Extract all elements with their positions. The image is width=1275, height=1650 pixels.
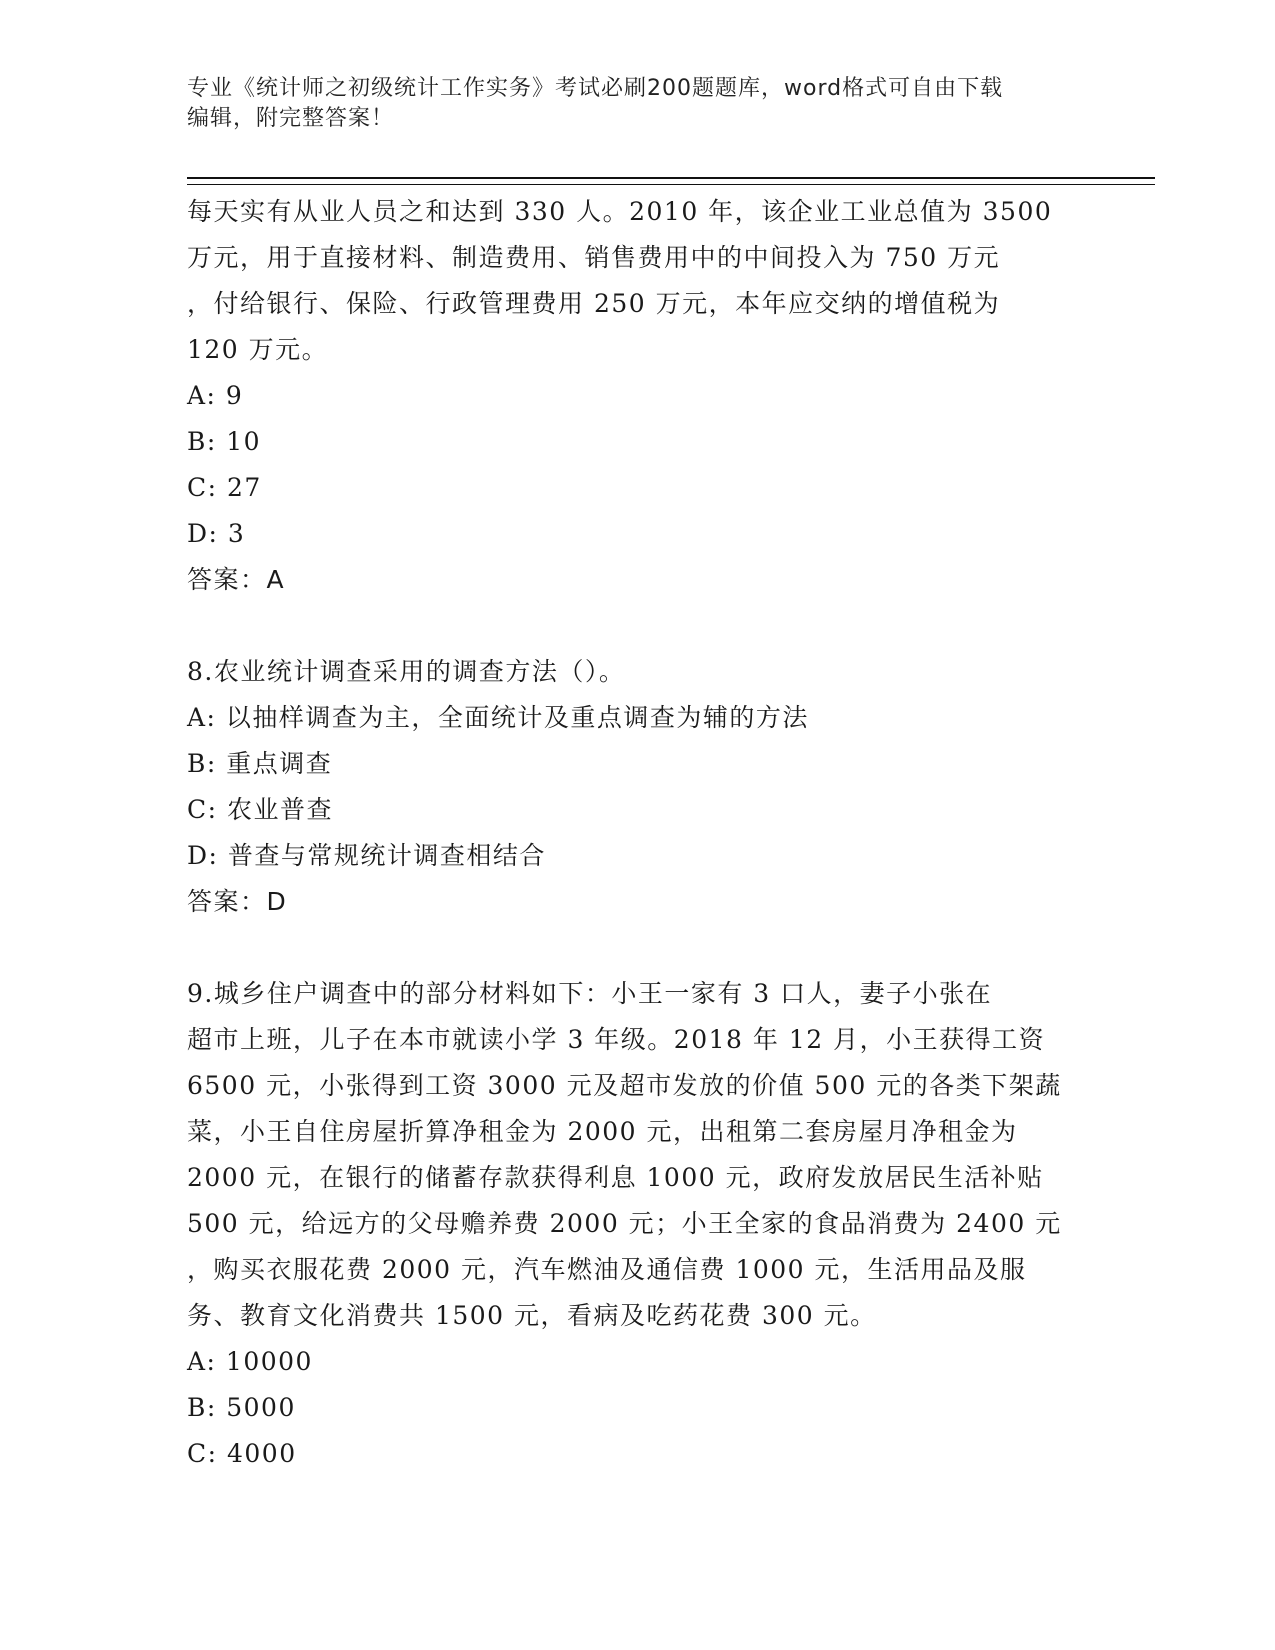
- option-c: C: 27: [187, 473, 262, 502]
- question-stem-line: ，购买衣服花费 2000 元，汽车燃油及通信费 1000 元，生活用品及服: [187, 1255, 1027, 1284]
- option-b: B: 重点调查: [187, 749, 333, 778]
- question-stem-line: 6500 元，小张得到工资 3000 元及超市发放的价值 500 元的各类下架蔬: [187, 1071, 1062, 1100]
- answer: 答案：A: [187, 565, 286, 594]
- spacer: [187, 925, 1087, 971]
- spacer: [187, 603, 1087, 649]
- question-7: [187, 189, 1087, 603]
- question-stem-line: 120 万元。: [187, 335, 329, 364]
- question-stem-line: 超市上班，儿子在本市就读小学 3 年级。2018 年 12 月，小王获得工资: [187, 1025, 1046, 1054]
- header-rule-thick: [187, 177, 1155, 179]
- question-stem-line: 500 元，给远方的父母赡养费 2000 元；小王全家的食品消费为 2400 元: [187, 1209, 1062, 1238]
- header-rule-thin: [187, 184, 1155, 185]
- header-line-2: 编辑，附完整答案！: [187, 106, 395, 131]
- question-stem-line: 务、教育文化消费共 1500 元，看病及吃药花费 300 元。: [187, 1301, 877, 1330]
- option-a: A: 10000: [187, 1347, 313, 1376]
- question-stem-line: 菜，小王自住房屋折算净租金为 2000 元，出租第二套房屋月净租金为: [187, 1117, 1018, 1146]
- question-9: [187, 971, 1087, 1477]
- question-stem-line: 2000 元，在银行的储蓄存款获得利息 1000 元，政府发放居民生活补贴: [187, 1163, 1044, 1192]
- option-d: D: 普查与常规统计调查相结合: [187, 841, 546, 870]
- question-8: [187, 649, 1087, 925]
- option-a: A: 9: [187, 381, 244, 410]
- option-a: A: 以抽样调查为主，全面统计及重点调查为辅的方法: [187, 703, 809, 732]
- answer: 答案：D: [187, 887, 288, 916]
- document-body: [187, 189, 1087, 1477]
- option-c: C: 4000: [187, 1439, 297, 1468]
- option-d: D: 3: [187, 519, 246, 548]
- question-stem-line: 每天实有从业人员之和达到 330 人。2010 年，该企业工业总值为 3500: [187, 197, 1053, 226]
- option-b: B: 5000: [187, 1393, 296, 1422]
- option-c: C: 农业普查: [187, 795, 333, 824]
- question-stem-line: ，付给银行、保险、行政管理费用 250 万元，本年应交纳的增值税为: [187, 289, 1001, 318]
- question-stem-line: 9.城乡住户调查中的部分材料如下：小王一家有 3 口人，妻子小张在: [187, 979, 993, 1008]
- question-stem: 8.农业统计调查采用的调查方法（）。: [187, 657, 626, 686]
- option-b: B: 10: [187, 427, 262, 456]
- header-line-1: 专业《统计师之初级统计工作实务》考试必刷200题题库，word格式可自由下载: [187, 76, 1004, 101]
- question-stem-line: 万元，用于直接材料、制造费用、销售费用中的中间投入为 750 万元: [187, 243, 1001, 272]
- document-header: [187, 74, 1087, 134]
